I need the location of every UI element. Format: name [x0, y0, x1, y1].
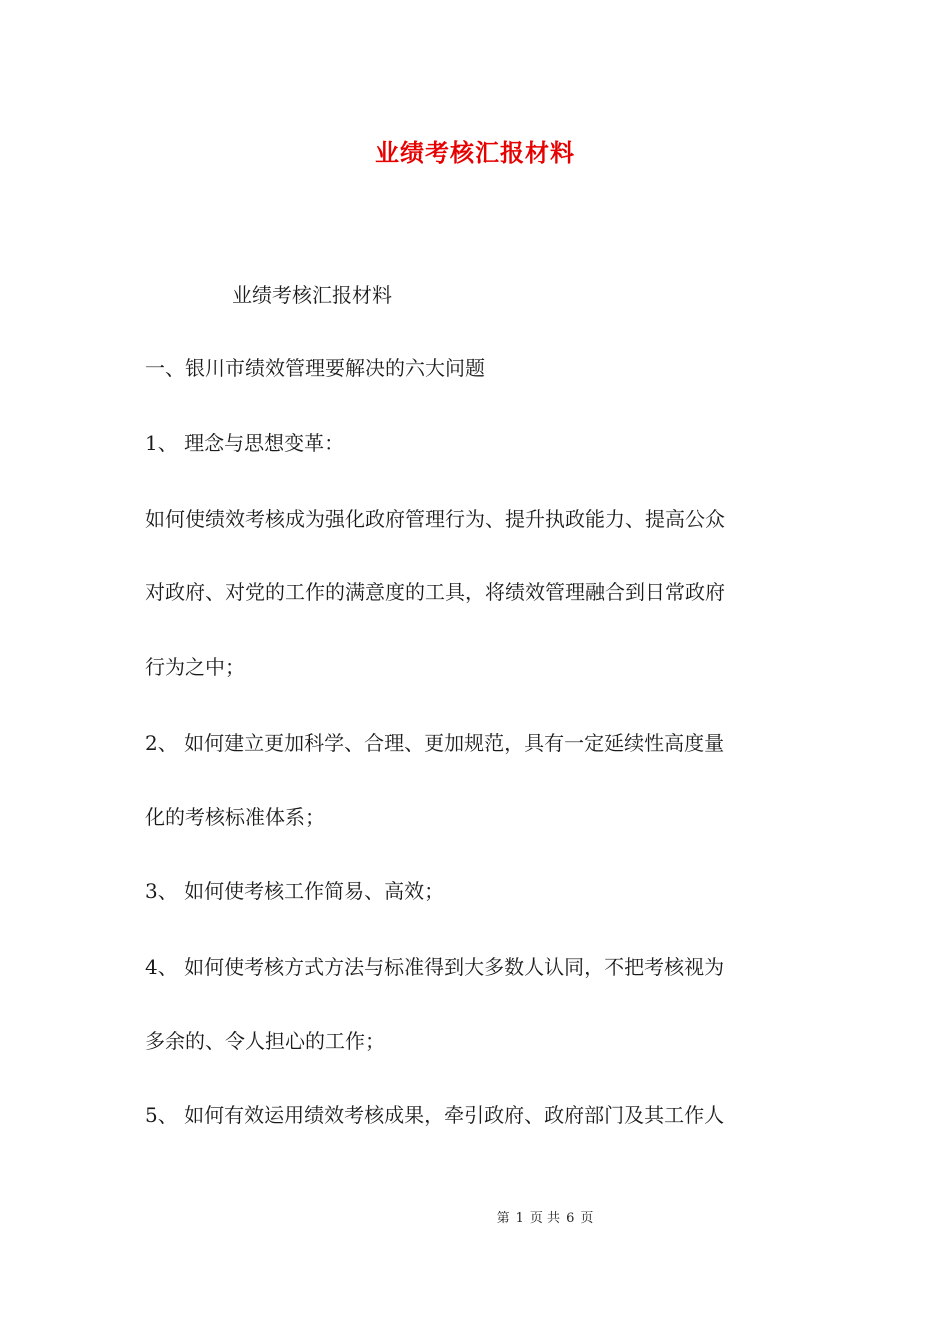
footer-page-number: 1 [515, 1211, 524, 1226]
paragraph-line: 化的考核标准体系； [145, 805, 325, 829]
footer-suffix: 页 [580, 1211, 594, 1226]
page-footer [0, 1207, 950, 1226]
paragraph-line: 5、 如何有效运用绩效考核成果，牵引政府、政府部门及其工作人 [145, 1103, 725, 1127]
footer-middle: 页 共 [529, 1211, 561, 1226]
paragraph-line: 2、 如何建立更加科学、合理、更加规范，具有一定延续性高度量 [145, 731, 725, 755]
paragraph-line: 对政府、对党的工作的满意度的工具，将绩效管理融合到日常政府 [145, 580, 725, 604]
paragraph-line: 3、 如何使考核工作简易、高效； [145, 879, 445, 903]
paragraph-line: 行为之中； [145, 655, 245, 679]
paragraph-line: 4、 如何使考核方式方法与标准得到大多数人认同，不把考核视为 [145, 955, 725, 979]
section-heading: 一、银川市绩效管理要解决的六大问题 [145, 356, 485, 380]
document-title: 业绩考核汇报材料 [375, 138, 575, 167]
paragraph-line: 如何使绩效考核成为强化政府管理行为、提升执政能力、提高公众 [145, 507, 725, 531]
footer-total-pages: 6 [566, 1211, 575, 1226]
document-subtitle: 业绩考核汇报材料 [232, 283, 392, 307]
paragraph-line: 1、 理念与思想变革： [145, 431, 345, 455]
footer-prefix: 第 [496, 1211, 510, 1226]
paragraph-line: 多余的、令人担心的工作； [145, 1029, 385, 1053]
